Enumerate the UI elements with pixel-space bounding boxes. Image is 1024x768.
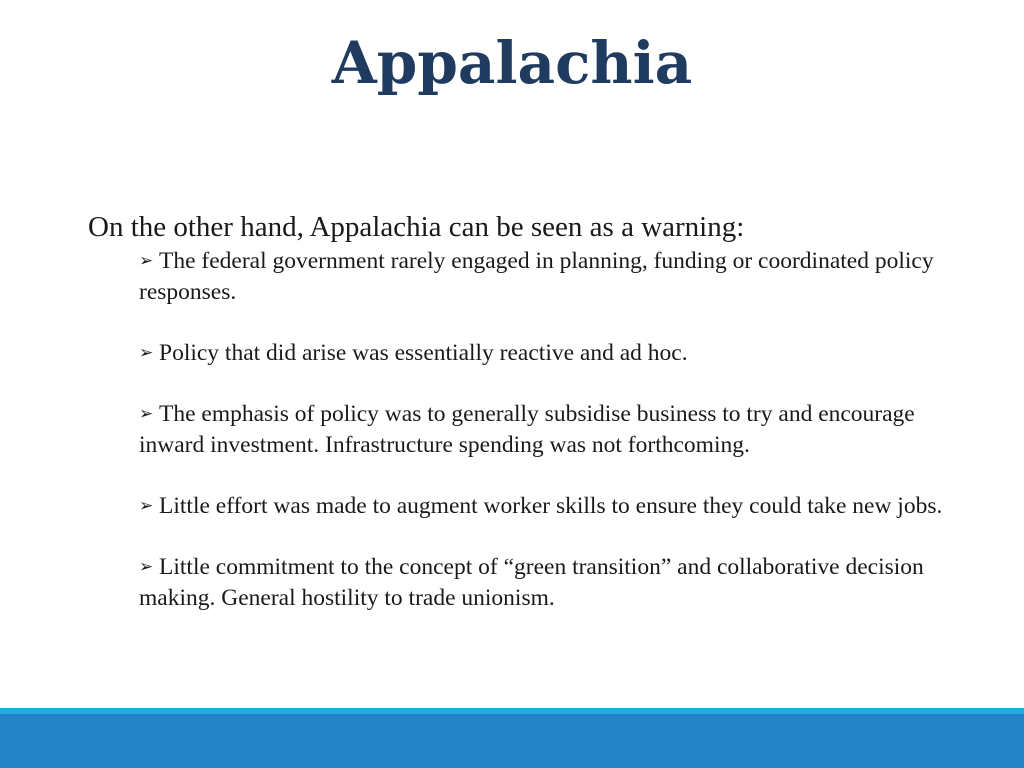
intro-text: On the other hand, Appalachia can be seen as a warning: — [88, 211, 745, 243]
bullet-text: The emphasis of policy was to generally subsidise business to try and encourage inward investment. Infrastructure spending was not forthcoming. — [139, 401, 915, 458]
bullet-text: Little effort was made to augment worker skills to ensure they could take new jobs. — [159, 493, 943, 519]
arrow-bullet-icon: ➢ — [139, 404, 154, 424]
bullet-item — [139, 491, 948, 522]
slide-title: Appalachia — [331, 29, 693, 97]
bullet-text: The federal government rarely engaged in planning, funding or coordinated policy responses. — [139, 248, 934, 305]
arrow-bullet-icon: ➢ — [139, 251, 154, 271]
bullet-item — [139, 338, 948, 369]
bullet-list — [88, 246, 948, 614]
arrow-bullet-icon: ➢ — [139, 343, 154, 363]
bullet-item — [139, 399, 948, 461]
arrow-bullet-icon: ➢ — [139, 557, 154, 577]
bullet-text: Little commitment to the concept of “green transition” and collaborative decision making. General hostility to trade unionism. — [139, 554, 924, 611]
bullet-text: Policy that did arise was essentially reactive and ad hoc. — [159, 340, 688, 366]
arrow-bullet-icon: ➢ — [139, 496, 154, 516]
slide-content — [88, 210, 948, 644]
bullet-item — [139, 552, 948, 614]
bullet-item — [139, 246, 948, 308]
footer-bar — [0, 714, 1024, 768]
